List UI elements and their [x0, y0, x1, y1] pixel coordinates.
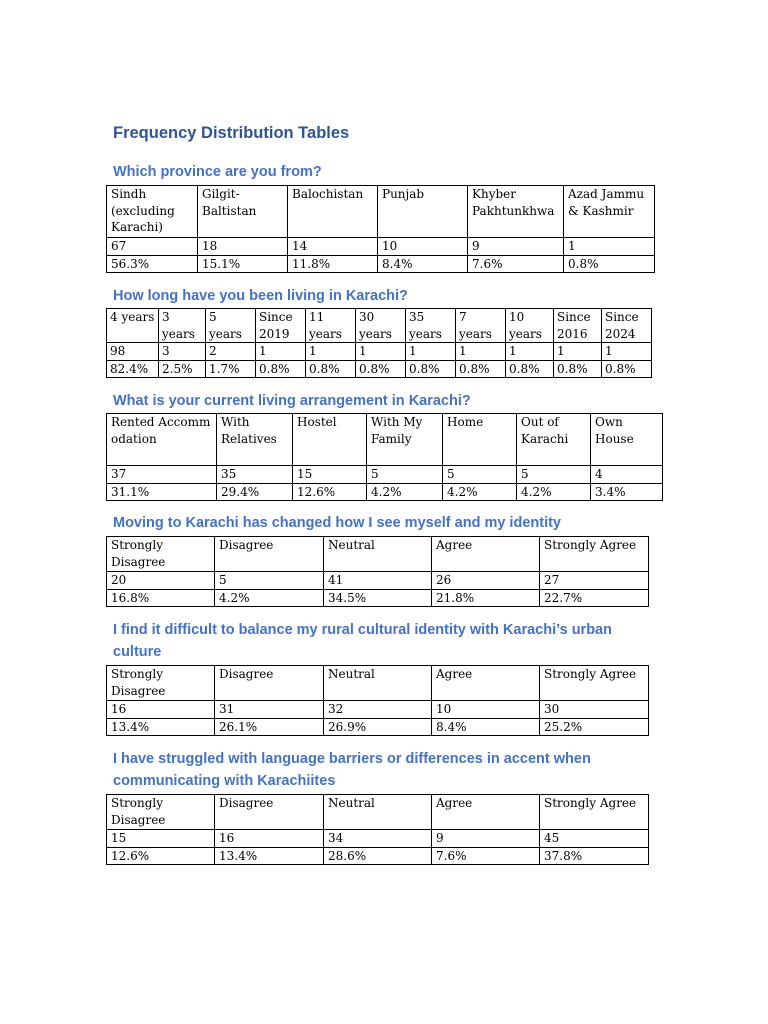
table-cell: 1.7%	[206, 360, 256, 378]
table-cell: 10	[378, 238, 468, 256]
page-title: Frequency Distribution Tables	[113, 124, 350, 142]
table-cell: 2	[206, 343, 256, 361]
table-cell: 37	[107, 466, 217, 484]
table-header-cell: Disagree	[215, 666, 324, 701]
table-header-cell: Since 2019	[256, 309, 306, 343]
table-cell: 20	[107, 572, 215, 590]
table-cell: 12.6%	[107, 847, 215, 865]
table-cell: 41	[324, 572, 432, 590]
table-cell: 28.6%	[324, 847, 432, 865]
table-cell: 10	[432, 701, 540, 719]
duration-table	[106, 308, 652, 378]
table-cell: 1	[356, 343, 406, 361]
table-header-cell: Strongly Agree	[540, 795, 649, 830]
table-cell: 1	[256, 343, 306, 361]
table-row-percent	[107, 589, 649, 607]
table-cell: 4.2%	[215, 589, 324, 607]
table-cell: 26	[432, 572, 540, 590]
table-header-cell: Punjab	[378, 186, 468, 238]
table-cell: 0.8%	[564, 255, 655, 273]
table-cell: 34	[324, 830, 432, 848]
table-cell: 3	[159, 343, 206, 361]
table-cell: 0.8%	[306, 360, 356, 378]
table-cell: 1	[554, 343, 602, 361]
table-cell: 7.6%	[432, 847, 540, 865]
question-identity-change: Moving to Karachi has changed how I see myself and my identity	[113, 515, 561, 531]
table-header-cell: Neutral	[324, 537, 432, 572]
table-header-cell: Agree	[432, 666, 540, 701]
table-cell: 1	[506, 343, 554, 361]
table-header-cell: Neutral	[324, 666, 432, 701]
table-header-row	[107, 186, 655, 238]
table-cell: 98	[107, 343, 159, 361]
table-cell: 29.4%	[217, 483, 293, 501]
table-cell: 18	[198, 238, 288, 256]
table-cell: 15.1%	[198, 255, 288, 273]
table-cell: 13.4%	[107, 718, 215, 736]
table-row-percent	[107, 718, 649, 736]
table-header-cell: 5 years	[206, 309, 256, 343]
table-cell: 34.5%	[324, 589, 432, 607]
table-cell: 45	[540, 830, 649, 848]
table-header-row	[107, 537, 649, 572]
table-row-count	[107, 238, 655, 256]
table-cell: 26.1%	[215, 718, 324, 736]
table-header-cell: 30 years	[356, 309, 406, 343]
living-arrangement-table	[106, 413, 663, 501]
table-cell: 26.9%	[324, 718, 432, 736]
table-cell: 0.8%	[602, 360, 652, 378]
table-row-count	[107, 572, 649, 590]
table-cell: 16	[215, 830, 324, 848]
table-cell: 5	[517, 466, 591, 484]
table-header-row	[107, 309, 652, 343]
table-cell: 15	[293, 466, 367, 484]
table-cell: 1	[456, 343, 506, 361]
table-cell: 22.7%	[540, 589, 649, 607]
table-cell: 1	[564, 238, 655, 256]
table-header-cell: Strongly Agree	[540, 666, 649, 701]
table-cell: 11.8%	[288, 255, 378, 273]
table-header-cell: 3 years	[159, 309, 206, 343]
table-cell: 4.2%	[443, 483, 517, 501]
table-cell: 27	[540, 572, 649, 590]
question-province: Which province are you from?	[113, 164, 322, 180]
table-cell: 12.6%	[293, 483, 367, 501]
table-header-cell: Agree	[432, 795, 540, 830]
question-cultural-balance: I find it difficult to balance my rural cultural identity with Karachi’s urban culture	[113, 622, 612, 660]
table-header-cell: Rented Accommodation	[107, 414, 217, 466]
table-cell: 5	[443, 466, 517, 484]
table-header-cell: Khyber Pakhtunkhwa	[468, 186, 564, 238]
table-header-cell: Disagree	[215, 537, 324, 572]
language-barriers-table	[106, 794, 649, 865]
table-header-cell: 10 years	[506, 309, 554, 343]
table-header-cell: Azad Jammu & Kashmir	[564, 186, 655, 238]
table-header-cell: Strongly Disagree	[107, 666, 215, 701]
table-row-count	[107, 701, 649, 719]
province-table	[106, 185, 655, 273]
table-header-cell: Out of Karachi	[517, 414, 591, 466]
table-cell: 9	[432, 830, 540, 848]
table-cell: 15	[107, 830, 215, 848]
table-cell: 56.3%	[107, 255, 198, 273]
table-row-percent	[107, 483, 663, 501]
table-header-cell: Since 2024	[602, 309, 652, 343]
table-cell: 16.8%	[107, 589, 215, 607]
table-header-cell: Since 2016	[554, 309, 602, 343]
table-cell: 35	[217, 466, 293, 484]
table-header-cell: 4 years	[107, 309, 159, 343]
identity-change-table	[106, 536, 649, 607]
table-row-count	[107, 466, 663, 484]
table-header-cell: Balochistan	[288, 186, 378, 238]
table-cell: 14	[288, 238, 378, 256]
table-cell: 0.8%	[456, 360, 506, 378]
cultural-balance-table	[106, 665, 649, 736]
table-row-percent	[107, 255, 655, 273]
table-cell: 0.8%	[256, 360, 306, 378]
table-header-cell: 35 years	[406, 309, 456, 343]
table-cell: 0.8%	[506, 360, 554, 378]
table-row-count	[107, 343, 652, 361]
table-header-cell: Hostel	[293, 414, 367, 466]
table-cell: 4.2%	[367, 483, 443, 501]
table-header-cell: Strongly Disagree	[107, 537, 215, 572]
table-cell: 5	[215, 572, 324, 590]
table-cell: 0.8%	[554, 360, 602, 378]
table-row-percent	[107, 847, 649, 865]
table-cell: 0.8%	[406, 360, 456, 378]
table-cell: 13.4%	[215, 847, 324, 865]
table-header-cell: With Relatives	[217, 414, 293, 466]
question-duration: How long have you been living in Karachi?	[113, 288, 408, 304]
table-header-cell: Gilgit-Baltistan	[198, 186, 288, 238]
table-cell: 16	[107, 701, 215, 719]
table-header-cell: Neutral	[324, 795, 432, 830]
table-cell: 4	[591, 466, 663, 484]
table-header-cell: Strongly Disagree	[107, 795, 215, 830]
table-header-cell: 11 years	[306, 309, 356, 343]
table-cell: 9	[468, 238, 564, 256]
table-cell: 8.4%	[378, 255, 468, 273]
table-header-row	[107, 666, 649, 701]
table-header-cell: Strongly Agree	[540, 537, 649, 572]
table-header-cell: With My Family	[367, 414, 443, 466]
table-header-row	[107, 795, 649, 830]
table-header-cell: Disagree	[215, 795, 324, 830]
table-cell: 5	[367, 466, 443, 484]
question-language-barriers: I have struggled with language barriers or differences in accent when communicating with Karachiites	[113, 751, 591, 789]
table-cell: 7.6%	[468, 255, 564, 273]
table-header-cell: Agree	[432, 537, 540, 572]
table-cell: 2.5%	[159, 360, 206, 378]
table-header-cell: Home	[443, 414, 517, 466]
table-cell: 32	[324, 701, 432, 719]
table-cell: 3.4%	[591, 483, 663, 501]
table-cell: 31	[215, 701, 324, 719]
table-cell: 21.8%	[432, 589, 540, 607]
table-cell: 67	[107, 238, 198, 256]
table-cell: 0.8%	[356, 360, 406, 378]
question-living-arrangement: What is your current living arrangement in Karachi?	[113, 393, 471, 409]
table-cell: 37.8%	[540, 847, 649, 865]
table-row-percent	[107, 360, 652, 378]
table-cell: 30	[540, 701, 649, 719]
table-cell: 4.2%	[517, 483, 591, 501]
table-cell: 82.4%	[107, 360, 159, 378]
table-header-cell: Sindh (excluding Karachi)	[107, 186, 198, 238]
table-row-count	[107, 830, 649, 848]
table-cell: 8.4%	[432, 718, 540, 736]
table-header-cell: Own House	[591, 414, 663, 466]
table-cell: 31.1%	[107, 483, 217, 501]
table-cell: 1	[602, 343, 652, 361]
table-cell: 1	[306, 343, 356, 361]
table-cell: 25.2%	[540, 718, 649, 736]
table-header-cell: 7 years	[456, 309, 506, 343]
table-cell: 1	[406, 343, 456, 361]
table-header-row	[107, 414, 663, 466]
